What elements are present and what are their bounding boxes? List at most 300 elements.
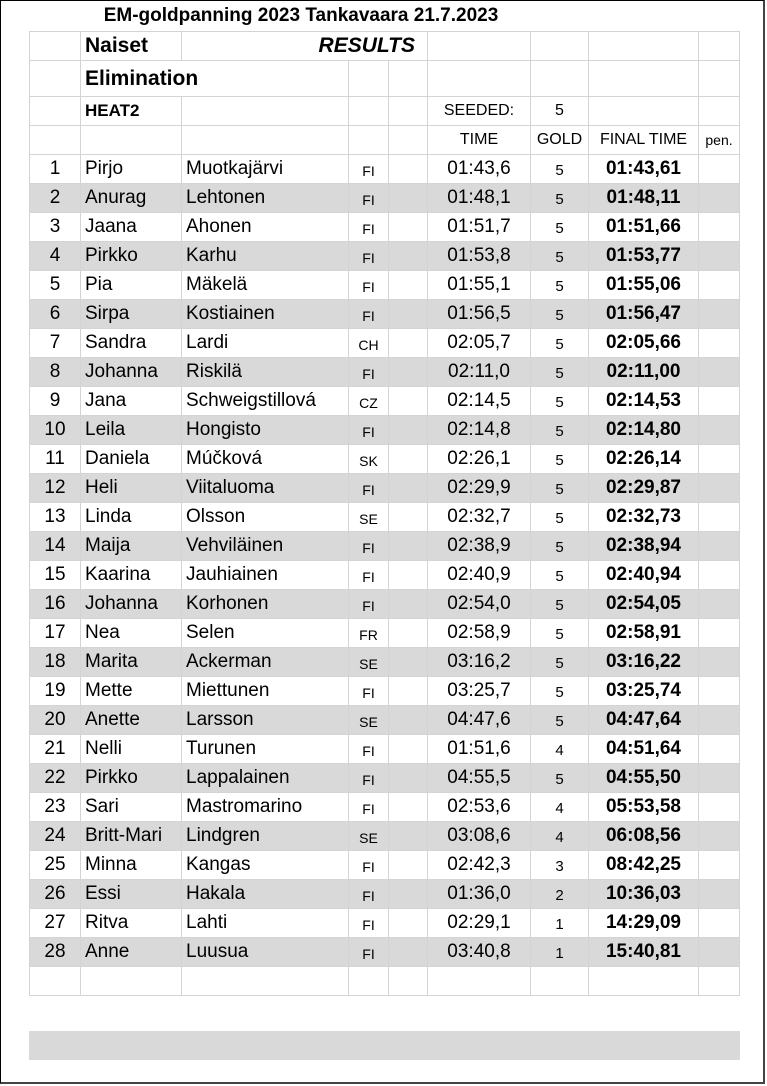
country-cell: FI (349, 677, 389, 706)
spacer-cell (389, 271, 428, 300)
rank-cell: 6 (30, 300, 81, 329)
country-cell: FI (349, 880, 389, 909)
time-cell: 02:38,9 (428, 532, 531, 561)
rank-cell: 9 (30, 387, 81, 416)
first-name-cell: Jana (81, 387, 182, 416)
empty-cell (389, 967, 428, 996)
last-name-cell: Lehtonen (182, 184, 349, 213)
first-name-cell: Anurag (81, 184, 182, 213)
gold-cell: 5 (531, 503, 589, 532)
first-name-cell: Minna (81, 851, 182, 880)
time-cell: 02:42,3 (428, 851, 531, 880)
spacer-cell (389, 793, 428, 822)
rank-cell: 11 (30, 445, 81, 474)
time-cell: 02:53,6 (428, 793, 531, 822)
spacer-cell (389, 184, 428, 213)
rank-cell: 5 (30, 271, 81, 300)
first-name-cell: Ritva (81, 909, 182, 938)
final-time-cell: 14:29,09 (589, 909, 699, 938)
gold-cell: 5 (531, 213, 589, 242)
country-cell: SE (349, 648, 389, 677)
gold-cell: 4 (531, 793, 589, 822)
spacer-cell (389, 851, 428, 880)
spacer-cell (389, 764, 428, 793)
results-body (30, 32, 740, 996)
final-time-cell: 02:54,05 (589, 590, 699, 619)
table-row (30, 242, 740, 271)
results-label: RESULTS (182, 32, 428, 61)
first-name-cell: Pirjo (81, 155, 182, 184)
gold-cell: 5 (531, 764, 589, 793)
last-name-cell: Ahonen (182, 213, 349, 242)
table-row (30, 561, 740, 590)
time-cell: 01:36,0 (428, 880, 531, 909)
first-name-cell: Sandra (81, 329, 182, 358)
first-name-cell: Heli (81, 474, 182, 503)
spacer-cell (389, 648, 428, 677)
pen-cell (699, 387, 740, 416)
country-cell: FI (349, 213, 389, 242)
table-row (30, 764, 740, 793)
first-name-cell: Kaarina (81, 561, 182, 590)
pen-cell (699, 271, 740, 300)
table-row (30, 532, 740, 561)
final-time-cell: 02:29,87 (589, 474, 699, 503)
final-time-cell: 10:36,03 (589, 880, 699, 909)
pen-cell (699, 938, 740, 967)
country-cell: FI (349, 300, 389, 329)
last-name-cell: Lardi (182, 329, 349, 358)
country-cell: FI (349, 590, 389, 619)
gold-cell: 5 (531, 155, 589, 184)
time-cell: 02:26,1 (428, 445, 531, 474)
last-name-cell: Ackerman (182, 648, 349, 677)
spacer-cell (389, 358, 428, 387)
pen-cell (699, 242, 740, 271)
header-row-category (30, 32, 740, 61)
country-cell: FI (349, 271, 389, 300)
final-time-cell: 06:08,56 (589, 822, 699, 851)
rank-cell: 24 (30, 822, 81, 851)
country-cell: FR (349, 619, 389, 648)
first-name-cell: Anette (81, 706, 182, 735)
pen-cell (699, 735, 740, 764)
country-cell: FI (349, 532, 389, 561)
table-row (30, 416, 740, 445)
last-name-cell: Miettunen (182, 677, 349, 706)
gold-cell: 5 (531, 184, 589, 213)
empty-row (30, 967, 740, 996)
final-time-cell: 02:58,91 (589, 619, 699, 648)
last-name-cell: Muotkajärvi (182, 155, 349, 184)
table-row (30, 677, 740, 706)
time-cell: 02:29,9 (428, 474, 531, 503)
country-cell: FI (349, 242, 389, 271)
country-cell: FI (349, 851, 389, 880)
gold-cell: 5 (531, 242, 589, 271)
time-header: TIME (428, 126, 531, 155)
pen-cell (699, 909, 740, 938)
gold-cell: 5 (531, 706, 589, 735)
first-name-cell: Maija (81, 532, 182, 561)
gold-cell: 4 (531, 735, 589, 764)
first-name-cell: Pirkko (81, 242, 182, 271)
first-name-cell: Leila (81, 416, 182, 445)
final-time-header: FINAL TIME (589, 126, 699, 155)
rank-cell: 22 (30, 764, 81, 793)
table-row (30, 735, 740, 764)
empty-cell (349, 967, 389, 996)
round-label: Elimination (81, 61, 349, 97)
time-cell: 01:53,8 (428, 242, 531, 271)
rank-cell: 15 (30, 561, 81, 590)
gold-cell: 5 (531, 474, 589, 503)
last-name-cell: Schweigstillová (182, 387, 349, 416)
last-name-cell: Hongisto (182, 416, 349, 445)
final-time-cell: 01:56,47 (589, 300, 699, 329)
first-name-cell: Nelli (81, 735, 182, 764)
empty-cell (589, 967, 699, 996)
final-time-cell: 02:11,00 (589, 358, 699, 387)
gold-cell: 5 (531, 561, 589, 590)
final-time-cell: 02:05,66 (589, 329, 699, 358)
last-name-cell: Lahti (182, 909, 349, 938)
rank-cell: 10 (30, 416, 81, 445)
time-cell: 02:05,7 (428, 329, 531, 358)
rank-cell: 14 (30, 532, 81, 561)
pen-cell (699, 416, 740, 445)
pen-cell (699, 300, 740, 329)
time-cell: 03:08,6 (428, 822, 531, 851)
pen-cell (699, 706, 740, 735)
final-time-cell: 02:14,53 (589, 387, 699, 416)
spacer-cell (389, 387, 428, 416)
country-cell: CH (349, 329, 389, 358)
rank-cell: 1 (30, 155, 81, 184)
gold-header: GOLD (531, 126, 589, 155)
final-time-cell: 01:55,06 (589, 271, 699, 300)
pen-cell (699, 793, 740, 822)
last-name-cell: Hakala (182, 880, 349, 909)
spacer-cell (389, 503, 428, 532)
pen-cell (699, 358, 740, 387)
final-time-cell: 01:48,11 (589, 184, 699, 213)
spacer-cell (389, 474, 428, 503)
rank-cell: 8 (30, 358, 81, 387)
last-name-cell: Lindgren (182, 822, 349, 851)
last-name-cell: Viitaluoma (182, 474, 349, 503)
gold-cell: 5 (531, 677, 589, 706)
rank-cell: 25 (30, 851, 81, 880)
table-row (30, 503, 740, 532)
spacer-cell (389, 532, 428, 561)
time-cell: 01:51,7 (428, 213, 531, 242)
gold-cell: 5 (531, 416, 589, 445)
final-time-cell: 01:53,77 (589, 242, 699, 271)
gold-cell: 5 (531, 648, 589, 677)
rank-cell: 2 (30, 184, 81, 213)
pen-cell (699, 590, 740, 619)
table-row (30, 300, 740, 329)
time-cell: 02:54,0 (428, 590, 531, 619)
final-time-cell: 02:26,14 (589, 445, 699, 474)
first-name-cell: Johanna (81, 358, 182, 387)
pen-cell (699, 184, 740, 213)
rank-cell: 4 (30, 242, 81, 271)
final-time-cell: 02:14,80 (589, 416, 699, 445)
last-name-cell: Vehviläinen (182, 532, 349, 561)
country-cell: FI (349, 764, 389, 793)
country-cell: FI (349, 184, 389, 213)
last-name-cell: Turunen (182, 735, 349, 764)
final-time-cell: 15:40,81 (589, 938, 699, 967)
table-row (30, 474, 740, 503)
pen-cell (699, 851, 740, 880)
final-time-cell: 01:43,61 (589, 155, 699, 184)
last-name-cell: Kangas (182, 851, 349, 880)
country-cell: FI (349, 735, 389, 764)
final-time-cell: 03:25,74 (589, 677, 699, 706)
rank-cell: 28 (30, 938, 81, 967)
table-row (30, 329, 740, 358)
rank-cell: 26 (30, 880, 81, 909)
results-table (29, 31, 740, 996)
final-time-cell: 05:53,58 (589, 793, 699, 822)
country-cell: FI (349, 416, 389, 445)
last-name-cell: Mäkelä (182, 271, 349, 300)
gold-cell: 4 (531, 822, 589, 851)
pen-cell (699, 764, 740, 793)
time-cell: 01:48,1 (428, 184, 531, 213)
final-time-cell: 08:42,25 (589, 851, 699, 880)
gold-cell: 5 (531, 387, 589, 416)
pen-header: pen. (699, 126, 740, 155)
first-name-cell: Linda (81, 503, 182, 532)
spacer-cell (389, 329, 428, 358)
rank-cell: 23 (30, 793, 81, 822)
table-row (30, 706, 740, 735)
country-cell: FI (349, 793, 389, 822)
gold-cell: 3 (531, 851, 589, 880)
country-cell: SE (349, 503, 389, 532)
final-time-cell: 02:38,94 (589, 532, 699, 561)
spacer-cell (389, 619, 428, 648)
pen-cell (699, 561, 740, 590)
header-row-heat (30, 97, 740, 126)
rank-cell: 27 (30, 909, 81, 938)
time-cell: 01:55,1 (428, 271, 531, 300)
gold-cell: 5 (531, 532, 589, 561)
first-name-cell: Sari (81, 793, 182, 822)
time-cell: 02:32,7 (428, 503, 531, 532)
pen-cell (699, 445, 740, 474)
spacer-cell (389, 822, 428, 851)
time-cell: 01:56,5 (428, 300, 531, 329)
rank-cell: 17 (30, 619, 81, 648)
table-row (30, 184, 740, 213)
rank-cell: 16 (30, 590, 81, 619)
header-row-round (30, 61, 740, 97)
spacer-cell (389, 909, 428, 938)
seeded-label: SEEDED: (428, 97, 531, 126)
table-row (30, 648, 740, 677)
country-cell: SE (349, 822, 389, 851)
first-name-cell: Britt-Mari (81, 822, 182, 851)
first-name-cell: Pirkko (81, 764, 182, 793)
time-cell: 01:43,6 (428, 155, 531, 184)
first-name-cell: Daniela (81, 445, 182, 474)
pen-cell (699, 155, 740, 184)
pen-cell (699, 880, 740, 909)
country-cell: SE (349, 706, 389, 735)
spacer-cell (389, 880, 428, 909)
time-cell: 03:40,8 (428, 938, 531, 967)
gold-cell: 5 (531, 300, 589, 329)
pen-cell (699, 822, 740, 851)
country-cell: SK (349, 445, 389, 474)
final-time-cell: 02:32,73 (589, 503, 699, 532)
country-cell: FI (349, 561, 389, 590)
last-name-cell: Luusua (182, 938, 349, 967)
last-name-cell: Mastromarino (182, 793, 349, 822)
rank-cell: 19 (30, 677, 81, 706)
final-time-cell: 01:51,66 (589, 213, 699, 242)
gold-cell: 1 (531, 909, 589, 938)
gold-cell: 5 (531, 619, 589, 648)
rank-cell: 18 (30, 648, 81, 677)
time-cell: 02:14,8 (428, 416, 531, 445)
spacer-cell (389, 155, 428, 184)
empty-cell (428, 967, 531, 996)
gold-cell: 5 (531, 358, 589, 387)
country-cell: FI (349, 474, 389, 503)
spacer-cell (389, 735, 428, 764)
table-row (30, 619, 740, 648)
empty-cell (699, 967, 740, 996)
rank-cell: 12 (30, 474, 81, 503)
gold-cell: 5 (531, 329, 589, 358)
spacer-cell (389, 242, 428, 271)
table-row (30, 387, 740, 416)
spacer-cell (389, 706, 428, 735)
time-cell: 04:55,5 (428, 764, 531, 793)
first-name-cell: Pia (81, 271, 182, 300)
last-name-cell: Olsson (182, 503, 349, 532)
last-name-cell: Karhu (182, 242, 349, 271)
first-name-cell: Mette (81, 677, 182, 706)
time-cell: 03:25,7 (428, 677, 531, 706)
time-cell: 04:47,6 (428, 706, 531, 735)
final-time-cell: 04:55,50 (589, 764, 699, 793)
table-row (30, 880, 740, 909)
spacer-cell (389, 938, 428, 967)
spacer-cell (389, 300, 428, 329)
gold-cell: 5 (531, 590, 589, 619)
table-row (30, 851, 740, 880)
pen-cell (699, 503, 740, 532)
table-row (30, 793, 740, 822)
heat-label: HEAT2 (81, 97, 182, 126)
first-name-cell: Nea (81, 619, 182, 648)
pen-cell (699, 648, 740, 677)
final-time-cell: 04:47,64 (589, 706, 699, 735)
final-time-cell: 03:16,22 (589, 648, 699, 677)
gold-cell: 2 (531, 880, 589, 909)
spacer-cell (389, 677, 428, 706)
last-name-cell: Múčková (182, 445, 349, 474)
empty-cell (182, 967, 349, 996)
time-cell: 02:40,9 (428, 561, 531, 590)
country-cell: FI (349, 938, 389, 967)
table-row (30, 938, 740, 967)
table-row (30, 909, 740, 938)
time-cell: 03:16,2 (428, 648, 531, 677)
country-cell: FI (349, 909, 389, 938)
first-name-cell: Anne (81, 938, 182, 967)
time-cell: 02:29,1 (428, 909, 531, 938)
pen-cell (699, 619, 740, 648)
empty-cell (531, 967, 589, 996)
country-cell: CZ (349, 387, 389, 416)
first-name-cell: Jaana (81, 213, 182, 242)
table-row (30, 358, 740, 387)
spacer-cell (389, 416, 428, 445)
gold-cell: 5 (531, 445, 589, 474)
first-name-cell: Sirpa (81, 300, 182, 329)
empty-cell (81, 967, 182, 996)
final-time-cell: 02:40,94 (589, 561, 699, 590)
time-cell: 02:58,9 (428, 619, 531, 648)
time-cell: 02:14,5 (428, 387, 531, 416)
last-name-cell: Korhonen (182, 590, 349, 619)
pen-cell (699, 213, 740, 242)
spacer-cell (389, 590, 428, 619)
page-title: EM-goldpanning 2023 Tankavaara 21.7.2023 (103, 5, 499, 26)
gold-cell: 5 (531, 271, 589, 300)
pen-cell (699, 329, 740, 358)
last-name-cell: Jauhiainen (182, 561, 349, 590)
table-row (30, 445, 740, 474)
column-header-row (30, 126, 740, 155)
pen-cell (699, 474, 740, 503)
rank-cell: 20 (30, 706, 81, 735)
last-name-cell: Kostiainen (182, 300, 349, 329)
last-name-cell: Riskilä (182, 358, 349, 387)
last-name-cell: Selen (182, 619, 349, 648)
pen-cell (699, 532, 740, 561)
last-name-cell: Lappalainen (182, 764, 349, 793)
first-name-cell: Marita (81, 648, 182, 677)
rank-cell: 21 (30, 735, 81, 764)
rank-cell: 3 (30, 213, 81, 242)
seeded-value: 5 (531, 97, 589, 126)
final-time-cell: 04:51,64 (589, 735, 699, 764)
table-row (30, 590, 740, 619)
country-cell: FI (349, 358, 389, 387)
time-cell: 02:11,0 (428, 358, 531, 387)
table-row (30, 271, 740, 300)
empty-cell (30, 967, 81, 996)
pen-cell (699, 677, 740, 706)
rank-cell: 13 (30, 503, 81, 532)
table-row (30, 155, 740, 184)
category-label: Naiset (81, 32, 182, 61)
table-row (30, 213, 740, 242)
gold-cell: 1 (531, 938, 589, 967)
spacer-cell (389, 445, 428, 474)
rank-cell: 7 (30, 329, 81, 358)
first-name-cell: Johanna (81, 590, 182, 619)
